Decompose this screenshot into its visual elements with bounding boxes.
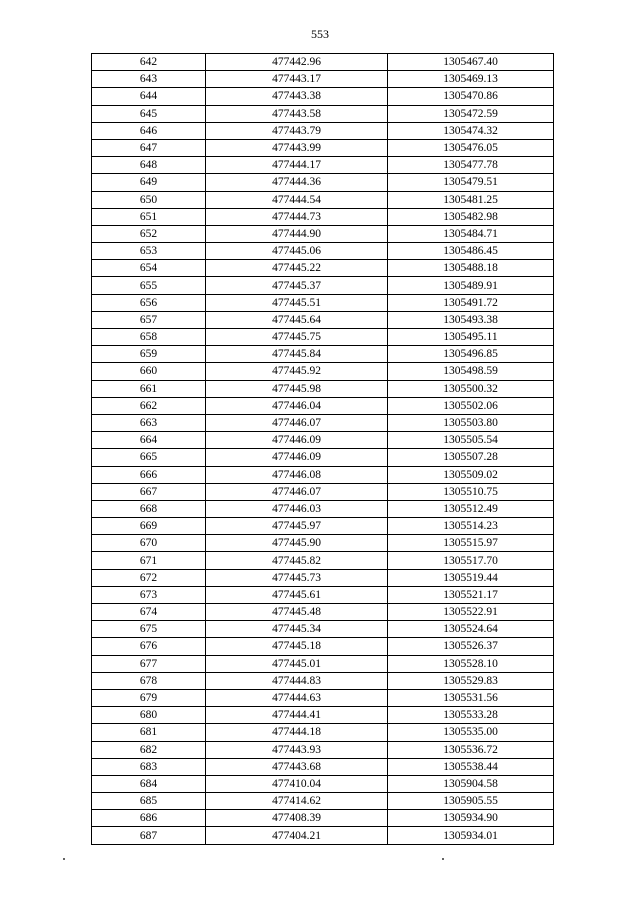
point-number-cell: 667 (92, 483, 206, 500)
y-coordinate-cell: 1305503.80 (388, 414, 554, 431)
point-number-cell: 670 (92, 535, 206, 552)
table-row (92, 174, 554, 191)
point-number-cell: 683 (92, 758, 206, 775)
y-coordinate-cell: 1305467.40 (388, 54, 554, 71)
y-coordinate-cell: 1305488.18 (388, 260, 554, 277)
y-coordinate-cell: 1305495.11 (388, 329, 554, 346)
table-row (92, 569, 554, 586)
table-row (92, 672, 554, 689)
x-coordinate-cell: 477443.93 (206, 741, 388, 758)
x-coordinate-cell: 477443.68 (206, 758, 388, 775)
x-coordinate-cell: 477445.51 (206, 294, 388, 311)
x-coordinate-cell: 477443.99 (206, 139, 388, 156)
point-number-cell: 654 (92, 260, 206, 277)
table-row (92, 397, 554, 414)
table-row (92, 793, 554, 810)
x-coordinate-cell: 477443.38 (206, 88, 388, 105)
x-coordinate-cell: 477444.63 (206, 689, 388, 706)
y-coordinate-cell: 1305493.38 (388, 311, 554, 328)
point-number-cell: 677 (92, 655, 206, 672)
scan-speck (442, 858, 444, 860)
table-row (92, 260, 554, 277)
table-row (92, 414, 554, 431)
y-coordinate-cell: 1305533.28 (388, 707, 554, 724)
x-coordinate-cell: 477445.37 (206, 277, 388, 294)
x-coordinate-cell: 477445.48 (206, 604, 388, 621)
y-coordinate-cell: 1305479.51 (388, 174, 554, 191)
y-coordinate-cell: 1305505.54 (388, 432, 554, 449)
y-coordinate-cell: 1305528.10 (388, 655, 554, 672)
table-row (92, 689, 554, 706)
point-number-cell: 676 (92, 638, 206, 655)
scan-speck (63, 858, 65, 860)
point-number-cell: 651 (92, 208, 206, 225)
y-coordinate-cell: 1305481.25 (388, 191, 554, 208)
x-coordinate-cell: 477414.62 (206, 793, 388, 810)
y-coordinate-cell: 1305529.83 (388, 672, 554, 689)
y-coordinate-cell: 1305538.44 (388, 758, 554, 775)
x-coordinate-cell: 477444.17 (206, 157, 388, 174)
table-row (92, 655, 554, 672)
point-number-cell: 658 (92, 329, 206, 346)
y-coordinate-cell: 1305491.72 (388, 294, 554, 311)
y-coordinate-cell: 1305496.85 (388, 346, 554, 363)
x-coordinate-cell: 477446.07 (206, 414, 388, 431)
y-coordinate-cell: 1305535.00 (388, 724, 554, 741)
point-number-cell: 684 (92, 775, 206, 792)
x-coordinate-cell: 477445.73 (206, 569, 388, 586)
table-row (92, 329, 554, 346)
x-coordinate-cell: 477446.08 (206, 466, 388, 483)
table-row (92, 535, 554, 552)
y-coordinate-cell: 1305476.05 (388, 139, 554, 156)
y-coordinate-cell: 1305502.06 (388, 397, 554, 414)
y-coordinate-cell: 1305517.70 (388, 552, 554, 569)
table-row (92, 483, 554, 500)
y-coordinate-cell: 1305484.71 (388, 225, 554, 242)
point-number-cell: 679 (92, 689, 206, 706)
table-row (92, 827, 554, 844)
point-number-cell: 681 (92, 724, 206, 741)
table-row (92, 277, 554, 294)
y-coordinate-cell: 1305521.17 (388, 586, 554, 603)
y-coordinate-cell: 1305512.49 (388, 500, 554, 517)
table-row (92, 380, 554, 397)
table-row (92, 724, 554, 741)
point-number-cell: 646 (92, 122, 206, 139)
point-number-cell: 678 (92, 672, 206, 689)
point-number-cell: 644 (92, 88, 206, 105)
table-row (92, 741, 554, 758)
point-number-cell: 682 (92, 741, 206, 758)
x-coordinate-cell: 477445.64 (206, 311, 388, 328)
x-coordinate-cell: 477445.98 (206, 380, 388, 397)
table-row (92, 604, 554, 621)
coordinates-table (91, 53, 554, 845)
table-row (92, 311, 554, 328)
point-number-cell: 672 (92, 569, 206, 586)
table-row (92, 586, 554, 603)
y-coordinate-cell: 1305477.78 (388, 157, 554, 174)
y-coordinate-cell: 1305522.91 (388, 604, 554, 621)
point-number-cell: 645 (92, 105, 206, 122)
x-coordinate-cell: 477445.97 (206, 518, 388, 535)
coordinates-table-body (92, 54, 554, 845)
table-row (92, 432, 554, 449)
x-coordinate-cell: 477444.18 (206, 724, 388, 741)
point-number-cell: 657 (92, 311, 206, 328)
table-row (92, 466, 554, 483)
x-coordinate-cell: 477445.34 (206, 621, 388, 638)
table-row (92, 225, 554, 242)
x-coordinate-cell: 477444.54 (206, 191, 388, 208)
x-coordinate-cell: 477445.92 (206, 363, 388, 380)
point-number-cell: 674 (92, 604, 206, 621)
table-row (92, 707, 554, 724)
y-coordinate-cell: 1305472.59 (388, 105, 554, 122)
table-row (92, 122, 554, 139)
y-coordinate-cell: 1305470.86 (388, 88, 554, 105)
point-number-cell: 656 (92, 294, 206, 311)
table-row (92, 157, 554, 174)
point-number-cell: 673 (92, 586, 206, 603)
table-row (92, 449, 554, 466)
point-number-cell: 642 (92, 54, 206, 71)
point-number-cell: 652 (92, 225, 206, 242)
x-coordinate-cell: 477444.36 (206, 174, 388, 191)
table-row (92, 500, 554, 517)
y-coordinate-cell: 1305482.98 (388, 208, 554, 225)
y-coordinate-cell: 1305524.64 (388, 621, 554, 638)
y-coordinate-cell: 1305515.97 (388, 535, 554, 552)
x-coordinate-cell: 477445.01 (206, 655, 388, 672)
point-number-cell: 671 (92, 552, 206, 569)
table-row (92, 71, 554, 88)
point-number-cell: 643 (92, 71, 206, 88)
x-coordinate-cell: 477442.96 (206, 54, 388, 71)
table-row (92, 191, 554, 208)
x-coordinate-cell: 477410.04 (206, 775, 388, 792)
table-row (92, 294, 554, 311)
x-coordinate-cell: 477445.84 (206, 346, 388, 363)
table-row (92, 758, 554, 775)
x-coordinate-cell: 477446.09 (206, 432, 388, 449)
point-number-cell: 659 (92, 346, 206, 363)
table-row (92, 139, 554, 156)
point-number-cell: 687 (92, 827, 206, 844)
x-coordinate-cell: 477445.90 (206, 535, 388, 552)
table-row (92, 54, 554, 71)
x-coordinate-cell: 477446.07 (206, 483, 388, 500)
y-coordinate-cell: 1305905.55 (388, 793, 554, 810)
point-number-cell: 685 (92, 793, 206, 810)
y-coordinate-cell: 1305514.23 (388, 518, 554, 535)
point-number-cell: 680 (92, 707, 206, 724)
x-coordinate-cell: 477408.39 (206, 810, 388, 827)
y-coordinate-cell: 1305519.44 (388, 569, 554, 586)
point-number-cell: 647 (92, 139, 206, 156)
x-coordinate-cell: 477444.90 (206, 225, 388, 242)
y-coordinate-cell: 1305510.75 (388, 483, 554, 500)
table-row (92, 638, 554, 655)
x-coordinate-cell: 477443.17 (206, 71, 388, 88)
x-coordinate-cell: 477445.75 (206, 329, 388, 346)
x-coordinate-cell: 477446.04 (206, 397, 388, 414)
x-coordinate-cell: 477444.73 (206, 208, 388, 225)
page-number: 553 (311, 27, 329, 41)
x-coordinate-cell: 477445.18 (206, 638, 388, 655)
point-number-cell: 663 (92, 414, 206, 431)
y-coordinate-cell: 1305498.59 (388, 363, 554, 380)
y-coordinate-cell: 1305469.13 (388, 71, 554, 88)
point-number-cell: 653 (92, 243, 206, 260)
x-coordinate-cell: 477404.21 (206, 827, 388, 844)
x-coordinate-cell: 477443.58 (206, 105, 388, 122)
y-coordinate-cell: 1305509.02 (388, 466, 554, 483)
y-coordinate-cell: 1305507.28 (388, 449, 554, 466)
table-row (92, 810, 554, 827)
x-coordinate-cell: 477444.41 (206, 707, 388, 724)
x-coordinate-cell: 477444.83 (206, 672, 388, 689)
table-row (92, 208, 554, 225)
y-coordinate-cell: 1305500.32 (388, 380, 554, 397)
x-coordinate-cell: 477446.09 (206, 449, 388, 466)
point-number-cell: 666 (92, 466, 206, 483)
table-row (92, 243, 554, 260)
point-number-cell: 655 (92, 277, 206, 294)
point-number-cell: 661 (92, 380, 206, 397)
point-number-cell: 665 (92, 449, 206, 466)
table-row (92, 775, 554, 792)
table-row (92, 518, 554, 535)
x-coordinate-cell: 477445.61 (206, 586, 388, 603)
y-coordinate-cell: 1305474.32 (388, 122, 554, 139)
point-number-cell: 664 (92, 432, 206, 449)
y-coordinate-cell: 1305489.91 (388, 277, 554, 294)
point-number-cell: 686 (92, 810, 206, 827)
point-number-cell: 669 (92, 518, 206, 535)
y-coordinate-cell: 1305536.72 (388, 741, 554, 758)
point-number-cell: 650 (92, 191, 206, 208)
y-coordinate-cell: 1305531.56 (388, 689, 554, 706)
y-coordinate-cell: 1305526.37 (388, 638, 554, 655)
x-coordinate-cell: 477445.06 (206, 243, 388, 260)
x-coordinate-cell: 477443.79 (206, 122, 388, 139)
x-coordinate-cell: 477445.22 (206, 260, 388, 277)
table-row (92, 105, 554, 122)
table-row (92, 363, 554, 380)
table-row (92, 621, 554, 638)
x-coordinate-cell: 477446.03 (206, 500, 388, 517)
point-number-cell: 662 (92, 397, 206, 414)
table-row (92, 552, 554, 569)
y-coordinate-cell: 1305934.01 (388, 827, 554, 844)
point-number-cell: 668 (92, 500, 206, 517)
point-number-cell: 660 (92, 363, 206, 380)
table-row (92, 88, 554, 105)
point-number-cell: 675 (92, 621, 206, 638)
y-coordinate-cell: 1305904.58 (388, 775, 554, 792)
point-number-cell: 648 (92, 157, 206, 174)
table-row (92, 346, 554, 363)
point-number-cell: 649 (92, 174, 206, 191)
y-coordinate-cell: 1305934.90 (388, 810, 554, 827)
x-coordinate-cell: 477445.82 (206, 552, 388, 569)
y-coordinate-cell: 1305486.45 (388, 243, 554, 260)
